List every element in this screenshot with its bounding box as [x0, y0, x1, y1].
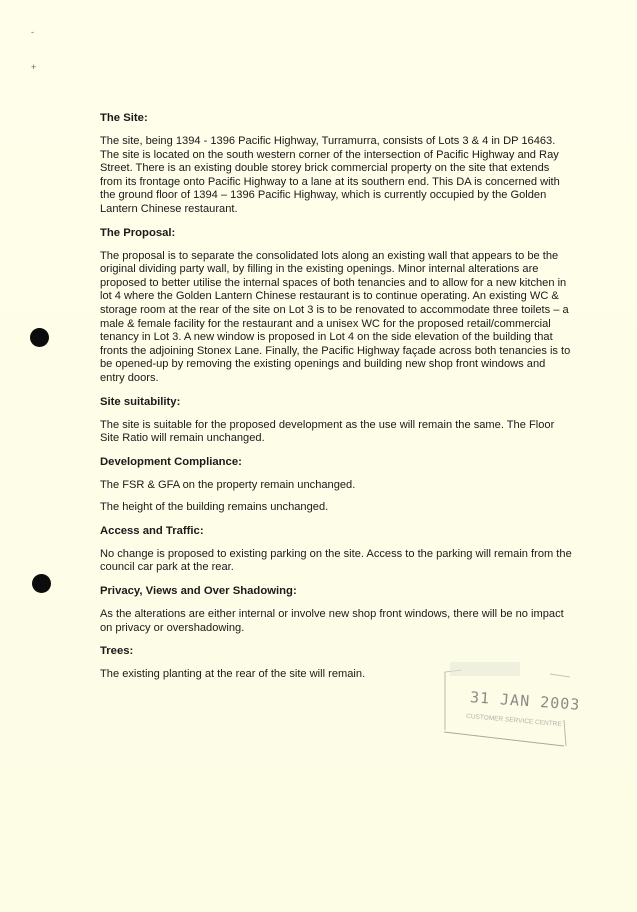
scan-speck: - — [31, 27, 34, 37]
section-site-suitability — [100, 395, 572, 446]
section-paragraph: No change is proposed to existing parking on the site. Access to the parking will remain from the council car park at the rear. — [100, 547, 572, 574]
section-heading: The Proposal: — [100, 226, 176, 239]
section-heading: Development Compliance: — [100, 455, 242, 468]
section-paragraph: The height of the building remains unchanged. — [100, 501, 329, 514]
section-paragraph: The FSR & GFA on the property remain unchanged. — [100, 478, 356, 491]
section-the-proposal — [100, 226, 572, 386]
document-body — [100, 111, 572, 691]
section-heading: Access and Traffic: — [100, 524, 204, 537]
section-paragraph: The existing planting at the rear of the site will remain. — [100, 668, 366, 681]
section-heading: Site suitability: — [100, 395, 181, 408]
section-heading: The Site: — [100, 112, 148, 124]
section-paragraph: As the alterations are either internal or involve new shop front windows, there will be no impact on privacy or overshadowing. — [100, 608, 564, 634]
section-privacy-views — [100, 584, 572, 635]
punch-hole-top — [30, 328, 49, 347]
section-development-compliance — [100, 455, 572, 515]
stamp-text: CUSTOMER SERVICE CENTRE — [465, 712, 562, 729]
section-paragraph: The proposal is to separate the consolidated lots along an existing wall that appears to be the original dividing party wall, by filling in the existing openings. Minor internal alterations are proposed to better utilise the internal spaces of both tenancies and to allow for a new kitchen in lot 4 where the Golden Lantern Chinese restaurant is to continue operating. An existing WC & storage room at the rear of the site on Lot 3 is to be renovated to accommodate three toilets – a male & female facility for the restaurant and a unisex WC for the proposed retail/commercial tenancy in Lot 3. A new window is proposed in Lot 4 on the side elevation of the building that fronts the adjoining Stonex Lane. Finally, the Pacific Highway façade across both tenancies is to be opened-up by removing the existing openings and building new shop front windows and entry doors. — [100, 249, 571, 384]
section-heading: Privacy, Views and Over Shadowing: — [100, 585, 297, 598]
punch-hole-bottom — [32, 574, 51, 593]
stamp-date: 31 JAN 2003 — [469, 688, 581, 714]
section-the-site — [100, 111, 572, 217]
section-paragraph: The site is suitable for the proposed development as the use will remain the same. The Floor Site Ratio will remain unchanged. — [100, 418, 555, 445]
section-heading: Trees: — [100, 645, 134, 658]
scan-speck: + — [31, 62, 37, 72]
section-paragraph: The site, being 1394 - 1396 Pacific Highway, Turramurra, consists of Lots 3 & 4 in DP 16463. The site is located on the south western corner of the intersection of Pacific Highway and Ray Street. There is an existing double storey brick commercial property on the site that extends from its frontage onto Pacific Highway to a lane at its southern end. This DA is concerned with the ground floor of 1394 – 1396 Pacific Highway, which is currently occupied by the Golden Lantern Chinese restaurant. — [100, 135, 560, 215]
section-access-and-traffic — [100, 524, 572, 575]
